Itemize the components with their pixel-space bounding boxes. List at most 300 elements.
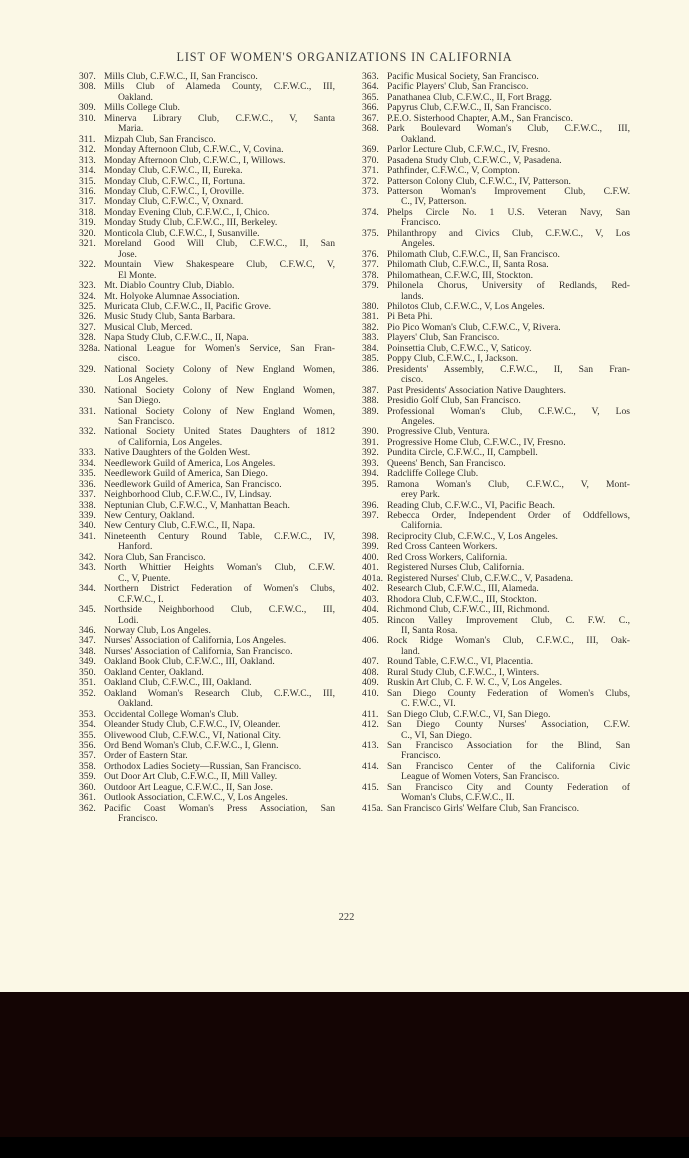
entry-text: Monday Evening Club, C.F.W.C., I, Chico. (104, 206, 270, 218)
list-entry (362, 365, 630, 386)
entry-continuation: Oakland. (401, 133, 436, 145)
entry-number: 386. (362, 363, 379, 375)
entry-text: Pacific Players' Club, San Francisco. (387, 81, 529, 93)
entry-number: 342. (79, 551, 96, 563)
entry-text: National Society Colony of New England Women, (104, 384, 335, 396)
entry-text: Rock Ridge Woman's Club, C.F.W.C., III, Oak- (387, 635, 630, 647)
entry-text: Oleander Study Club, C.F.W.C., IV, Oleander. (104, 719, 281, 731)
entry-number: 314. (79, 165, 96, 177)
entry-text: Needlework Guild of America, Los Angeles. (104, 457, 276, 469)
entry-number: 346. (79, 625, 96, 637)
entry-text: Philotos Club, C.F.W.C., V, Los Angeles. (387, 300, 545, 312)
entry-text: Northern District Federation of Women's Clubs, (104, 583, 335, 595)
entry-number: 383. (362, 332, 379, 344)
entry-text: Out Door Art Club, C.F.W.C., II, Mill Valley. (104, 771, 278, 783)
entry-number: 307. (79, 71, 96, 82)
entry-text: Philomath Club, C.F.W.C., II, San Francisco. (387, 248, 560, 260)
entry-number: 332. (79, 426, 96, 438)
entry-number: 315. (79, 175, 96, 187)
list-entry (79, 720, 335, 730)
entry-continuation: Oakland. (118, 91, 153, 103)
list-entry (79, 281, 335, 291)
entry-number: 407. (362, 656, 379, 668)
entry-text: National Society Colony of New England Women, (104, 405, 335, 417)
entry-number: 336. (79, 478, 96, 490)
entry-text: New Century, Oakland. (104, 510, 195, 522)
entry-text: Radcliffe College Club. (387, 468, 479, 480)
entry-text: Pi Beta Phi. (387, 311, 433, 323)
entry-number: 318. (79, 206, 96, 218)
list-entry (362, 511, 630, 532)
entry-text: Presidents' Assembly, C.F.W.C., II, San Fran- (387, 363, 630, 375)
entry-text: Music Study Club, Santa Barbara. (104, 311, 236, 323)
entry-continuation: C., IV, Patterson. (401, 196, 467, 208)
entry-text: Patterson Woman's Improvement Club, C.F.W. (387, 185, 630, 197)
entry-text: Pacific Musical Society, San Francisco. (387, 71, 539, 82)
entry-text: Nurses' Association of California, Los Angeles. (104, 635, 287, 647)
entry-number: 334. (79, 457, 96, 469)
list-entry (362, 281, 630, 302)
entry-text: Northside Neighborhood Club, C.F.W.C., III, (104, 604, 335, 616)
entry-text: Park Boulevard Woman's Club, C.F.W.C., III, (387, 123, 630, 135)
entry-number: 344. (79, 583, 96, 595)
entry-number: 409. (362, 677, 379, 689)
entry-text: National Society United States Daughters of 1812 (104, 426, 335, 438)
list-entry (362, 636, 630, 657)
entry-number: 397. (362, 510, 379, 522)
entry-continuation: El Monte. (118, 269, 157, 281)
entry-number: 414. (362, 760, 379, 772)
entry-number: 375. (362, 227, 379, 239)
entry-text: Oakland Woman's Research Club, C.F.W.C., III, (104, 687, 335, 699)
entry-text: Monday Afternoon Club, C.F.W.C., V, Covina. (104, 144, 284, 156)
list-entry (79, 427, 335, 448)
entry-number: 356. (79, 740, 96, 751)
entry-text: Nora Club, San Francisco. (104, 551, 206, 563)
list-entry (79, 689, 335, 710)
entry-number: 365. (362, 91, 379, 103)
entry-text: Philanthropy and Civics Club, C.F.W.C., V, Los (387, 227, 630, 239)
entry-number: 369. (362, 144, 379, 156)
entry-continuation: League of Women Voters, San Francisco. (401, 771, 560, 783)
entry-number: 352. (79, 687, 96, 699)
entry-number: 413. (362, 740, 379, 751)
entry-number: 381. (362, 311, 379, 323)
entry-continuation: Angeles. (401, 238, 435, 250)
entry-text: Rebecca Order, Independent Order of Oddfellows, (387, 510, 630, 522)
list-entry (362, 480, 630, 501)
entry-text: Players' Club, San Francisco. (387, 332, 500, 344)
entry-text: Round Table, C.F.W.C., VI, Placentia. (387, 656, 534, 668)
entry-number: 331. (79, 405, 96, 417)
scan-background (0, 992, 689, 1137)
entry-continuation: Woman's Clubs, C.F.W.C., II. (401, 792, 515, 804)
entry-continuation: land. (401, 645, 420, 657)
entry-text: San Francisco Girls' Welfare Club, San Francisco. (387, 802, 580, 814)
entry-text: Ruskin Art Club, C. F. W. C., V, Los Angeles. (387, 677, 563, 689)
entry-text: Pundita Circle, C.F.W.C., II, Campbell. (387, 447, 538, 459)
entry-text: Oakland Club, C.F.W.C., III, Oakland. (104, 677, 252, 689)
entry-number: 390. (362, 426, 379, 438)
entry-text: North Whittier Heights Woman's Club, C.F.W. (104, 562, 335, 574)
entry-number: 358. (79, 760, 96, 772)
entry-continuation: Francisco. (401, 750, 441, 762)
entry-number: 357. (79, 750, 96, 762)
entry-text: Native Daughters of the Golden West. (104, 447, 251, 459)
entry-number: 308. (79, 81, 96, 93)
entry-number: 399. (362, 541, 379, 553)
entry-continuation: cisco. (118, 353, 141, 365)
entry-number: 321. (79, 238, 96, 250)
entry-text: Philonela Chorus, University of Redlands, Red- (387, 280, 630, 292)
entry-number: 396. (362, 499, 379, 511)
entry-text: Norway Club, Los Angeles. (104, 625, 211, 637)
entry-number: 329. (79, 363, 96, 375)
entry-number: 364. (362, 81, 379, 93)
entry-text: Mountain View Shakespeare Club, C.F.W.C, V, (104, 259, 335, 271)
entry-text: Presidio Golf Club, San Francisco. (387, 395, 521, 407)
entry-text: Needlework Guild of America, San Diego. (104, 468, 268, 480)
entry-number: 348. (79, 645, 96, 657)
entry-text: Mills Club, C.F.W.C., II, San Francisco. (104, 71, 258, 82)
list-entry (79, 490, 335, 500)
entry-text: Rural Study Club, C.F.W.C., I, Winters. (387, 666, 540, 678)
entry-text: Mills Club of Alameda County, C.F.W.C., III, (104, 81, 335, 93)
entry-text: San Diego County Federation of Women's Clubs, (387, 687, 630, 699)
entry-continuation: Francisco. (118, 813, 158, 825)
entry-continuation: San Francisco. (118, 415, 175, 427)
entry-number: 376. (362, 248, 379, 260)
entry-text: Registered Nurses Club, California. (387, 562, 525, 574)
entry-number: 395. (362, 478, 379, 490)
entry-number: 328a. (79, 342, 101, 354)
entry-text: Poinsettia Club, C.F.W.C., V, Saticoy. (387, 342, 532, 354)
entry-text: Philomathean, C.F.W.C, III, Stockton. (387, 269, 533, 281)
entry-text: Philomath Club, C.F.W.C., II, Santa Rosa. (387, 259, 549, 271)
entry-text: Patterson Colony Club, C.F.W.C., IV, Patterson. (387, 175, 571, 187)
entry-number: 401. (362, 562, 379, 574)
entry-number: 411. (362, 708, 379, 720)
entry-continuation: Jose. (118, 248, 137, 260)
entry-number: 415a. (362, 802, 384, 814)
list-entry (79, 344, 335, 365)
list-entry (362, 208, 630, 229)
entry-continuation: erey Park. (401, 489, 440, 501)
entry-number: 337. (79, 489, 96, 501)
list-entry (362, 689, 630, 710)
entry-text: Orthodox Ladies Society—Russian, San Francisco. (104, 760, 302, 772)
entry-number: 387. (362, 384, 379, 396)
entry-number: 335. (79, 468, 96, 480)
entry-text: Poppy Club, C.F.W.C., I, Jackson. (387, 353, 519, 365)
entry-number: 367. (362, 112, 379, 124)
entry-number: 405. (362, 614, 379, 626)
list-entry (362, 616, 630, 637)
entry-text: Phelps Circle No. 1 U.S. Veteran Navy, San (387, 206, 630, 218)
list-entry (362, 396, 630, 406)
entry-continuation: Maria. (118, 123, 144, 135)
page-number: 222 (338, 912, 355, 923)
list-entry (79, 239, 335, 260)
entry-text: San Francisco Center of the California Civic (387, 760, 630, 772)
entry-number: 312. (79, 144, 96, 156)
entry-number: 400. (362, 551, 379, 563)
entry-number: 402. (362, 583, 379, 595)
entry-text: Red Cross Workers, California. (387, 551, 508, 563)
list-entry (362, 229, 630, 250)
entry-continuation: San Diego. (118, 395, 161, 407)
entry-number: 412. (362, 719, 379, 731)
entry-number: 391. (362, 436, 379, 448)
entry-number: 362. (79, 802, 96, 814)
entry-continuation: II, Santa Rosa. (401, 625, 458, 637)
list-entry (79, 563, 335, 584)
entry-number: 373. (362, 185, 379, 197)
entry-continuation: Hanford. (118, 541, 153, 553)
entry-text: Professional Woman's Club, C.F.W.C., V, Los (387, 405, 630, 417)
entry-text: Napa Study Club, C.F.W.C., II, Napa. (104, 332, 249, 344)
entry-text: Mizpah Club, San Francisco. (104, 133, 216, 145)
entry-text: Occidental College Woman's Club. (104, 708, 239, 720)
scan-edge (0, 1137, 689, 1158)
entry-text: Oakland Book Club, C.F.W.C., III, Oakland. (104, 656, 275, 668)
list-entry (79, 260, 335, 281)
list-entry (362, 804, 630, 814)
entry-continuation: cisco. (401, 374, 424, 386)
entry-number: 403. (362, 593, 379, 605)
page-title: LIST OF WOMEN'S ORGANIZATIONS IN CALIFORNIA (176, 50, 513, 64)
entry-number: 389. (362, 405, 379, 417)
entry-text: Pio Pico Woman's Club, C.F.W.C., V, Rivera. (387, 321, 561, 333)
entry-text: Monday Afternoon Club, C.F.W.C., I, Willows. (104, 154, 286, 166)
entry-text: Moreland Good Will Club, C.F.W.C., II, San (104, 238, 335, 250)
entry-text: Monday Club, C.F.W.C., I, Oroville. (104, 185, 245, 197)
entry-number: 324. (79, 290, 96, 302)
entry-text: San Francisco Association for the Blind, San (387, 740, 630, 751)
entry-number: 388. (362, 395, 379, 407)
entry-continuation: California. (401, 520, 443, 532)
entry-text: Progressive Home Club, C.F.W.C., IV, Fresno. (387, 436, 566, 448)
entry-number: 384. (362, 342, 379, 354)
entry-text: Nineteenth Century Round Table, C.F.W.C., IV, (104, 530, 335, 542)
entry-number: 349. (79, 656, 96, 668)
entry-text: Panathanea Club, C.F.W.C., II, Fort Bragg. (387, 91, 552, 103)
entry-text: Rincon Valley Improvement Club, C. F.W. C., (387, 614, 630, 626)
entry-number: 408. (362, 666, 379, 678)
entry-number: 326. (79, 311, 96, 323)
entry-continuation: Lodi. (118, 614, 139, 626)
entry-number: 353. (79, 708, 96, 720)
entry-text: Papyrus Club, C.F.W.C., II, San Francisco. (387, 102, 552, 114)
entry-continuation: Oakland. (118, 698, 153, 710)
entry-text: Registered Nurses' Club, C.F.W.C., V, Pasadena. (387, 572, 573, 584)
entry-text: Pathfinder, C.F.W.C., V, Compton. (387, 165, 520, 177)
entry-text: Reciprocity Club, C.F.W.C., V, Los Angeles. (387, 530, 558, 542)
entry-number: 366. (362, 102, 379, 114)
list-entry (79, 804, 335, 825)
entry-number: 385. (362, 353, 379, 365)
entry-text: Progressive Club, Ventura. (387, 426, 490, 438)
entry-text: Olivewood Club, C.F.W.C., VI, National City. (104, 729, 281, 741)
left-column (79, 72, 335, 825)
entry-text: Monday Study Club, C.F.W.C., III, Berkeley. (104, 217, 278, 229)
list-entry (79, 82, 335, 103)
entry-number: 343. (79, 562, 96, 574)
entry-text: Richmond Club, C.F.W.C., III, Richmond. (387, 604, 550, 616)
entry-text: Neighborhood Club, C.F.W.C., IV, Lindsay. (104, 489, 272, 501)
entry-number: 333. (79, 447, 96, 459)
entry-number: 325. (79, 300, 96, 312)
entry-number: 313. (79, 154, 96, 166)
list-entry (362, 741, 630, 762)
entry-number: 360. (79, 781, 96, 793)
entry-number: 377. (362, 259, 379, 271)
entry-continuation: of California, Los Angeles. (118, 436, 223, 448)
entry-text: Past Presidents' Association Native Daughters. (387, 384, 566, 396)
entry-text: New Century Club, C.F.W.C., II, Napa. (104, 520, 256, 532)
entry-text: Pasadena Study Club, C.F.W.C., V, Pasadena. (387, 154, 562, 166)
entry-number: 341. (79, 530, 96, 542)
entry-number: 398. (362, 530, 379, 542)
entry-text: San Diego Club, C.F.W.C., VI, San Diego. (387, 708, 551, 720)
entry-continuation: lands. (401, 290, 424, 302)
entry-continuation: Los Angeles. (118, 374, 169, 386)
entry-text: Monticola Club, C.F.W.C., I, Susanville. (104, 227, 260, 239)
list-entry (79, 584, 335, 605)
entry-number: 340. (79, 520, 96, 532)
list-entry (362, 187, 630, 208)
entry-number: 328. (79, 332, 96, 344)
entry-number: 410. (362, 687, 379, 699)
entry-text: Ord Bend Woman's Club, C.F.W.C., I, Glenn. (104, 740, 279, 751)
entry-number: 347. (79, 635, 96, 647)
list-entry (79, 532, 335, 553)
entry-number: 379. (362, 280, 379, 292)
entry-number: 320. (79, 227, 96, 239)
entry-text: Red Cross Canteen Workers. (387, 541, 498, 553)
entry-number: 309. (79, 102, 96, 114)
list-entry (362, 124, 630, 145)
entry-text: Minerva Library Club, C.F.W.C., V, Santa (104, 112, 335, 124)
entry-number: 401a. (362, 572, 384, 584)
list-entry (79, 365, 335, 386)
entry-number: 394. (362, 468, 379, 480)
entry-number: 327. (79, 321, 96, 333)
entry-number: 374. (362, 206, 379, 218)
entry-number: 393. (362, 457, 379, 469)
entry-text: P.E.O. Sisterhood Chapter, A.M., San Francisco. (387, 112, 573, 124)
entry-text: Monday Club, C.F.W.C., II, Fortuna. (104, 175, 246, 187)
entry-number: 371. (362, 165, 379, 177)
entry-number: 368. (362, 123, 379, 135)
entry-number: 372. (362, 175, 379, 187)
entry-number: 350. (79, 666, 96, 678)
entry-text: Rhodora Club, C.F.W.C., III, Stockton. (387, 593, 537, 605)
entry-number: 370. (362, 154, 379, 166)
entry-continuation: C., V, Puente. (118, 572, 171, 584)
entry-number: 415. (362, 781, 379, 793)
entry-text: Queens' Bench, San Francisco. (387, 457, 506, 469)
entry-number: 319. (79, 217, 96, 229)
entry-text: Monday Club, C.F.W.C., II, Eureka. (104, 165, 243, 177)
entry-text: Research Club, C.F.W.C., III, Alameda. (387, 583, 539, 595)
list-entry (79, 407, 335, 428)
list-entry (362, 605, 630, 615)
entry-number: 359. (79, 771, 96, 783)
list-entry (79, 166, 335, 176)
entry-text: Reading Club, C.F.W.C., VI, Pacific Beach. (387, 499, 555, 511)
list-entry (79, 605, 335, 626)
entry-text: Mills College Club. (104, 102, 180, 114)
entry-continuation: C., VI, San Diego. (401, 729, 472, 741)
entry-number: 392. (362, 447, 379, 459)
entry-text: Oakland Center, Oakland. (104, 666, 204, 678)
list-entry (362, 783, 630, 804)
entry-text: National League for Women's Service, San Fran- (104, 342, 335, 354)
entry-text: Nurses' Association of California, San Francisco. (104, 645, 293, 657)
entry-continuation: Angeles. (401, 415, 435, 427)
entry-number: 382. (362, 321, 379, 333)
entry-number: 380. (362, 300, 379, 312)
entry-text: Parlor Lecture Club, C.F.W.C., IV, Fresno. (387, 144, 551, 156)
entry-text: Muricata Club, C.F.W.C., II, Pacific Grove. (104, 300, 272, 312)
entry-number: 361. (79, 792, 96, 804)
entry-number: 345. (79, 604, 96, 616)
entry-continuation: C.F.W.C., I. (118, 593, 164, 605)
entry-text: Needlework Guild of America, San Francisco. (104, 478, 282, 490)
entry-number: 351. (79, 677, 96, 689)
entry-text: San Francisco City and County Federation of (387, 781, 630, 793)
entry-text: Pacific Coast Woman's Press Association, San (104, 802, 335, 814)
entry-text: Mt. Holyoke Alumnae Association. (104, 290, 240, 302)
entry-number: 406. (362, 635, 379, 647)
entry-text: Musical Club, Merced. (104, 321, 193, 333)
entry-number: 322. (79, 259, 96, 271)
entry-number: 363. (362, 71, 379, 82)
entry-number: 330. (79, 384, 96, 396)
entry-text: Mt. Diablo Country Club, Diablo. (104, 280, 235, 292)
entry-number: 311. (79, 133, 96, 145)
entry-text: National Society Colony of New England Women, (104, 363, 335, 375)
entry-number: 404. (362, 604, 379, 616)
entry-text: San Diego County Nurses' Association, C.F.W. (387, 719, 630, 731)
entry-text: Neptunian Club, C.F.W.C., V, Manhattan Beach. (104, 499, 290, 511)
entry-text: Ramona Woman's Club, C.F.W.C., V, Mont- (387, 478, 630, 490)
list-entry (362, 166, 630, 176)
entry-number: 338. (79, 499, 96, 511)
list-entry (362, 720, 630, 741)
entry-continuation: Francisco. (401, 217, 441, 229)
entry-text: Outlook Association, C.F.W.C., V, Los Angeles. (104, 792, 288, 804)
entry-text: Monday Club, C.F.W.C., V, Oxnard. (104, 196, 244, 208)
list-entry (79, 114, 335, 135)
entry-number: 339. (79, 510, 96, 522)
entry-text: Outdoor Art League, C.F.W.C., II, San Jose. (104, 781, 273, 793)
entry-number: 310. (79, 112, 96, 124)
entry-text: Order of Eastern Star. (104, 750, 188, 762)
list-entry (362, 407, 630, 428)
list-entry (362, 762, 630, 783)
entry-number: 317. (79, 196, 96, 208)
entry-number: 316. (79, 185, 96, 197)
entry-number: 354. (79, 719, 96, 731)
entry-continuation: C. F.W.C., VI. (401, 698, 456, 710)
right-column (362, 72, 630, 814)
entry-number: 378. (362, 269, 379, 281)
entry-number: 355. (79, 729, 96, 741)
list-entry (79, 386, 335, 407)
entry-number: 323. (79, 280, 96, 292)
